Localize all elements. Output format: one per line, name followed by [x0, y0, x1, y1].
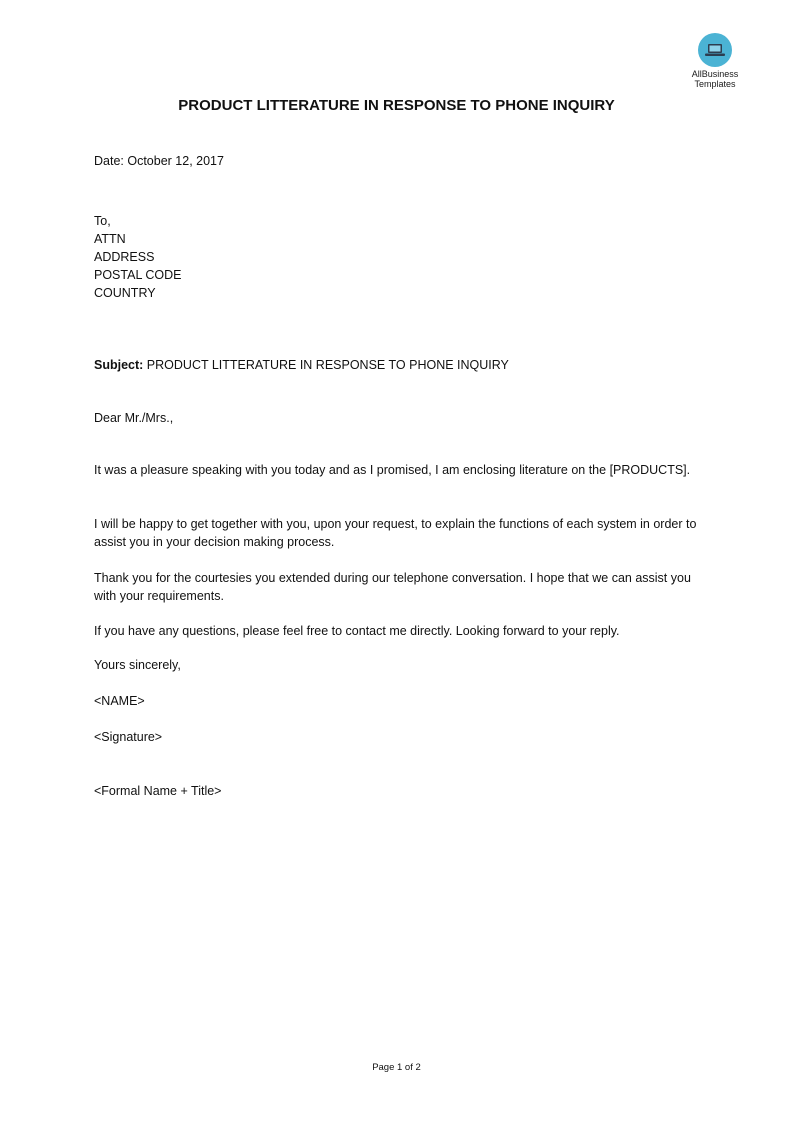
logo-line-1: AllBusiness	[691, 69, 739, 79]
subject-line	[94, 356, 509, 374]
logo-circle	[698, 33, 732, 67]
salutation: Dear Mr./Mrs.,	[94, 411, 174, 425]
signature-placeholder: <Signature>	[94, 730, 163, 744]
body-paragraph-3: Thank you for the courtesies you extended during our telephone conversation. I hope that we can assist you with your requirements.	[94, 571, 691, 603]
logo-text	[684, 69, 746, 89]
address-country: COUNTRY	[94, 286, 156, 300]
allbusiness-logo	[684, 33, 746, 89]
closing: Yours sincerely,	[94, 658, 181, 672]
letter-date: Date: October 12, 2017	[94, 154, 224, 168]
address-attn: ATTN	[94, 232, 126, 246]
document-title: PRODUCT LITTERATURE IN RESPONSE TO PHONE INQUIRY	[178, 97, 615, 114]
subject-text: PRODUCT LITTERATURE IN RESPONSE TO PHONE INQUIRY	[146, 358, 509, 372]
address-to: To,	[94, 214, 111, 228]
body-paragraph-2: I will be happy to get together with you, upon your request, to explain the functions of each system in order to assist you in your decision making process.	[94, 517, 697, 549]
formal-name-placeholder: <Formal Name + Title>	[94, 784, 222, 798]
page-number: Page 1 of 2	[372, 1062, 421, 1073]
address-postal-code: POSTAL CODE	[94, 268, 182, 282]
name-placeholder: <NAME>	[94, 694, 145, 708]
laptop-icon	[704, 42, 726, 58]
address-line: ADDRESS	[94, 250, 155, 264]
body-paragraph-4: If you have any questions, please feel free to contact me directly. Looking forward to your reply.	[94, 624, 620, 638]
body-paragraph-1: It was a pleasure speaking with you today and as I promised, I am enclosing literature on the [PRODUCTS].	[94, 463, 691, 477]
logo-line-2: Templates	[694, 79, 736, 89]
subject-label: Subject:	[94, 358, 144, 372]
